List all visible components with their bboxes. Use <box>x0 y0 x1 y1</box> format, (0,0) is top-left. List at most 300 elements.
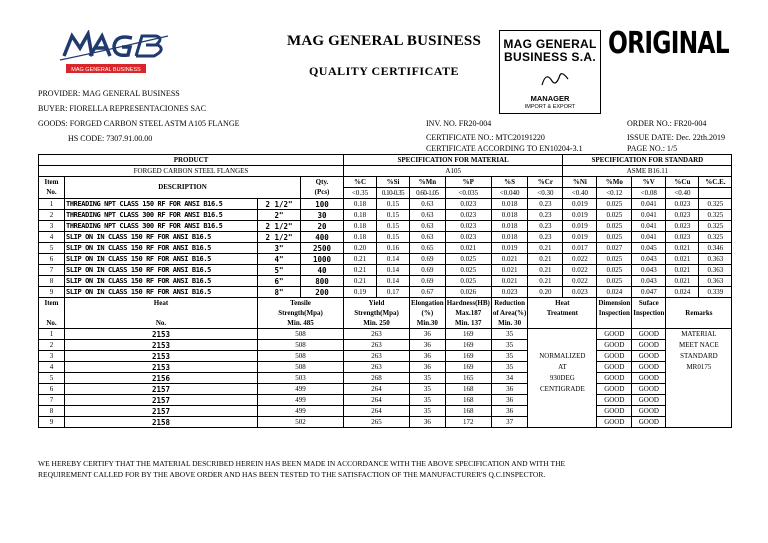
surface-inspection: GOOD <box>632 373 666 384</box>
item-no: 1 <box>39 199 65 210</box>
chem-value: 0.67 <box>410 287 446 298</box>
heat-no: 2153 <box>65 329 258 340</box>
chem-value: 0.16 <box>377 243 410 254</box>
reduction-value: 37 <box>491 417 528 428</box>
item-description: SLIP ON IN CLASS 150 RF FOR ANSI B16.5 <box>65 276 258 287</box>
heat-no: 2157 <box>65 395 258 406</box>
mech-header-elong: Elongation <box>411 298 444 307</box>
limit-p: <0.035 <box>445 188 491 199</box>
chem-value: 0.023 <box>491 287 528 298</box>
hardness-value: 168 <box>445 395 491 406</box>
chem-col-mn: %Mn <box>410 177 446 188</box>
limit-cu: <0.40 <box>666 188 699 199</box>
mech-row <box>39 395 732 406</box>
yield-value: 268 <box>344 373 410 384</box>
elongation-value: 36 <box>410 417 446 428</box>
mech-header-hard_max: Max.187 <box>445 308 491 318</box>
chem-value: 0.23 <box>528 232 563 243</box>
table-body <box>39 155 732 428</box>
mech-header-hard_min: Min. 137 <box>445 318 491 329</box>
mech-header-heat_no: No. <box>65 318 258 329</box>
item-qty: 20 <box>301 221 344 232</box>
remarks-cell: MR0175 <box>666 362 732 373</box>
buyer-line: BUYER: FIORELLA REPRESENTACIONES SAC <box>38 104 207 113</box>
mech-header-row <box>39 298 732 309</box>
mech-item-no: 7 <box>39 395 65 406</box>
mech-row <box>39 384 732 395</box>
chem-value: 0.023 <box>666 221 699 232</box>
chem-row <box>39 254 732 265</box>
mech-header-heat_t: Heat <box>528 298 597 309</box>
chem-value: 0.23 <box>528 221 563 232</box>
mech-header-row <box>39 308 732 318</box>
chem-value: 0.20 <box>528 287 563 298</box>
chem-value: 0.023 <box>666 232 699 243</box>
mech-item-no: 5 <box>39 373 65 384</box>
limit-si: 0.10-0.35 <box>377 188 410 199</box>
mech-item-no: 6 <box>39 384 65 395</box>
chem-value: 0.023 <box>445 232 491 243</box>
reduction-value: 36 <box>491 384 528 395</box>
mech-header-dim_insp: Inspection <box>598 308 630 317</box>
chem-value: 0.019 <box>563 210 597 221</box>
chem-value: 0.23 <box>528 199 563 210</box>
chem-value: 0.047 <box>632 287 666 298</box>
item-no: 2 <box>39 210 65 221</box>
chem-value: 0.025 <box>597 210 632 221</box>
item-no: 8 <box>39 276 65 287</box>
heat-treatment-cell: AT <box>528 362 597 373</box>
chem-value: 0.325 <box>699 210 732 221</box>
chem-row <box>39 210 732 221</box>
elongation-value: 36 <box>410 340 446 351</box>
item-header: Item <box>39 177 65 188</box>
surface-inspection: GOOD <box>632 406 666 417</box>
item-size: 4" <box>258 254 301 265</box>
chem-value: 0.339 <box>699 287 732 298</box>
goods-line: GOODS: FORGED CARBON STEEL ASTM A105 FLANGE <box>38 119 240 128</box>
chem-header-row <box>39 177 732 188</box>
chem-col-si: %Si <box>377 177 410 188</box>
chem-value: 0.024 <box>666 287 699 298</box>
chem-row <box>39 287 732 298</box>
chem-value: 0.021 <box>491 254 528 265</box>
chem-value: 0.14 <box>377 276 410 287</box>
mech-row <box>39 417 732 428</box>
chem-value: 0.021 <box>491 276 528 287</box>
heat-treatment-cell: NORMALIZED <box>528 351 597 362</box>
yield-value: 263 <box>344 351 410 362</box>
hardness-value: 172 <box>445 417 491 428</box>
elongation-value: 35 <box>410 395 446 406</box>
chem-value: 0.63 <box>410 232 446 243</box>
document-subtitle: QUALITY CERTIFICATE <box>308 64 460 78</box>
chem-row <box>39 276 732 287</box>
mech-header-row <box>39 318 732 329</box>
mech-item-no: 2 <box>39 340 65 351</box>
chem-value: 0.041 <box>632 232 666 243</box>
mech-row <box>39 373 732 384</box>
product-name: FORGED CARBON STEEL FLANGES <box>39 166 344 177</box>
mech-header-elong_min: Min.30 <box>410 318 446 329</box>
item-size: 2" <box>258 210 301 221</box>
page-title: MAG GENERAL BUSINESS <box>286 33 482 49</box>
heat-treatment-cell: CENTIGRADE <box>528 384 597 395</box>
hardness-value: 169 <box>445 362 491 373</box>
hs-code-line: HS CODE: 7307.91.00.00 <box>68 134 153 143</box>
chem-value: 0.022 <box>563 254 597 265</box>
mech-header-yield: Yield <box>344 298 410 309</box>
chem-value: 0.23 <box>528 210 563 221</box>
spec-name-row <box>39 166 732 177</box>
mech-header-blank <box>666 318 732 329</box>
chem-value: 0.21 <box>344 276 377 287</box>
mech-header-hard: Hardness(HB) <box>446 298 490 307</box>
chem-value: 0.041 <box>632 221 666 232</box>
surface-inspection: GOOD <box>632 395 666 406</box>
chem-value: 0.018 <box>491 210 528 221</box>
pcs-header: (Pcs) <box>301 188 344 199</box>
chem-value: 0.63 <box>410 199 446 210</box>
chem-value: 0.019 <box>563 232 597 243</box>
tensile-value: 508 <box>258 362 344 373</box>
chem-value: 0.043 <box>632 265 666 276</box>
certification-line-1: WE HEREBY CERTIFY THAT THE MATERIAL DESCRIBED HEREIN HAS BEEN MADE IN ACCORDANCE WITH THE ABOVE SPECIFICATION AND WITH THE <box>38 459 566 468</box>
elongation-value: 36 <box>410 362 446 373</box>
chem-value: 0.14 <box>377 265 410 276</box>
item-no: 5 <box>39 243 65 254</box>
mech-header-red: Reduction <box>491 298 528 309</box>
mech-header-blank <box>528 318 597 329</box>
surface-inspection: GOOD <box>632 329 666 340</box>
tensile-value: 499 <box>258 395 344 406</box>
chem-value: 0.363 <box>699 254 732 265</box>
heat-treatment-cell <box>528 417 597 428</box>
mech-header-red_area: of Area(%) <box>492 308 527 317</box>
item-qty: 400 <box>301 232 344 243</box>
limit-mn: 0.60-1.05 <box>410 188 446 199</box>
chem-value: 0.023 <box>563 287 597 298</box>
dimension-inspection: GOOD <box>597 362 632 373</box>
chem-value: 0.14 <box>377 254 410 265</box>
chem-col-c: %C <box>344 177 377 188</box>
stamp-company: MAG GENERAL BUSINESS S.A. <box>503 37 597 64</box>
chem-value: 0.18 <box>344 199 377 210</box>
heat-no: 2157 <box>65 384 258 395</box>
chem-value: 0.025 <box>597 221 632 232</box>
mech-item-no: 9 <box>39 417 65 428</box>
dimension-inspection: GOOD <box>597 351 632 362</box>
chem-value: 0.17 <box>377 287 410 298</box>
chem-value: 0.022 <box>563 276 597 287</box>
limit-cr: <0.30 <box>528 188 563 199</box>
item-no: 7 <box>39 265 65 276</box>
hardness-value: 169 <box>445 351 491 362</box>
chem-value: 0.15 <box>377 210 410 221</box>
chem-value: 0.041 <box>632 199 666 210</box>
chem-value: 0.69 <box>410 254 446 265</box>
chem-value: 0.20 <box>344 243 377 254</box>
chem-value: 0.026 <box>445 287 491 298</box>
item-qty: 800 <box>301 276 344 287</box>
yield-value: 264 <box>344 395 410 406</box>
mech-header-strength: Strength(Mpa) <box>344 308 410 318</box>
chem-value: 0.045 <box>632 243 666 254</box>
item-qty: 30 <box>301 210 344 221</box>
chem-value: 0.025 <box>597 232 632 243</box>
mech-header-tensile: Tensile <box>258 298 344 309</box>
chem-value: 0.043 <box>632 254 666 265</box>
item-size: 2 1/2" <box>258 199 301 210</box>
chem-value: 0.19 <box>344 287 377 298</box>
item-description: SLIP ON IN CLASS 150 RF FOR ANSI B16.5 <box>65 243 258 254</box>
chem-col-s: %S <box>491 177 528 188</box>
chem-value: 0.021 <box>666 276 699 287</box>
item-no: 6 <box>39 254 65 265</box>
chem-value: 0.025 <box>445 265 491 276</box>
dimension-inspection: GOOD <box>597 340 632 351</box>
tensile-value: 499 <box>258 384 344 395</box>
chem-value: 0.021 <box>666 243 699 254</box>
description-header: DESCRIPTION <box>65 177 301 199</box>
issue-date: ISSUE DATE: Dec. 22th.2019 <box>627 133 725 142</box>
chem-value: 0.21 <box>528 243 563 254</box>
item-description: THREADING NPT CLASS 300 RF FOR ANSI B16.5 <box>65 210 258 221</box>
mech-header-heat: Heat <box>65 298 258 309</box>
chem-value: 0.023 <box>666 210 699 221</box>
chem-value: 0.041 <box>632 210 666 221</box>
dimension-inspection: GOOD <box>597 384 632 395</box>
chem-col-mo: %Mo <box>597 177 632 188</box>
reduction-value: 35 <box>491 329 528 340</box>
spec-standard-header: SPECIFICATION FOR STANDARD <box>563 155 732 166</box>
chem-value: 0.18 <box>344 232 377 243</box>
chem-value: 0.325 <box>699 221 732 232</box>
chem-value: 0.023 <box>445 210 491 221</box>
certification-line-2: REQUIREMENT CALLED FOR BY THE ABOVE ORDER AND HAS BEEN TESTED TO THE SATISFACTION OF THE MANUFACTURER'S Q.C.INSPECTOR. <box>38 470 546 479</box>
chem-value: 0.021 <box>666 254 699 265</box>
chem-value: 0.023 <box>445 221 491 232</box>
invoice-number: INV. NO. FR20-004 <box>426 119 492 128</box>
yield-value: 263 <box>344 362 410 373</box>
mech-header-red_min: Min. 30 <box>491 318 528 329</box>
item-description: THREADING NPT CLASS 300 RF FOR ANSI B16.5 <box>65 221 258 232</box>
company-stamp <box>499 30 601 114</box>
surface-inspection: GOOD <box>632 384 666 395</box>
item-description: THREADING NPT CLASS 150 RF FOR ANSI B16.5 <box>65 199 258 210</box>
chem-value: 0.21 <box>528 265 563 276</box>
heat-no: 2153 <box>65 340 258 351</box>
item-no: 9 <box>39 287 65 298</box>
hardness-value: 169 <box>445 340 491 351</box>
elongation-value: 35 <box>410 384 446 395</box>
mech-row <box>39 362 732 373</box>
chem-row <box>39 243 732 254</box>
mech-header-elong_unit: (%) <box>410 308 446 318</box>
mech-header-blank <box>65 308 258 318</box>
remarks-cell: MATERIAL <box>666 329 732 340</box>
chem-value: 0.18 <box>344 210 377 221</box>
hardness-value: 169 <box>445 329 491 340</box>
item-size: 2 1/2" <box>258 221 301 232</box>
dimension-inspection: GOOD <box>597 395 632 406</box>
reduction-value: 35 <box>491 362 528 373</box>
reduction-value: 34 <box>491 373 528 384</box>
elongation-value: 35 <box>410 373 446 384</box>
chem-value: 0.022 <box>563 265 597 276</box>
chem-value: 0.043 <box>632 276 666 287</box>
item-size: 3" <box>258 243 301 254</box>
mech-header-remarks: Remarks <box>666 308 732 318</box>
chem-value: 0.65 <box>410 243 446 254</box>
chem-col-cu: %Cu <box>666 177 699 188</box>
chem-row <box>39 232 732 243</box>
remarks-cell <box>666 417 732 428</box>
reduction-value: 36 <box>491 395 528 406</box>
item-no: 4 <box>39 232 65 243</box>
chem-value: 0.21 <box>344 265 377 276</box>
limit-ce <box>699 188 732 199</box>
item-description: SLIP ON IN CLASS 150 RF FOR ANSI B16.5 <box>65 254 258 265</box>
mech-header-surf_insp: Inspection <box>633 308 665 317</box>
chem-value: 0.025 <box>445 254 491 265</box>
hardness-value: 168 <box>445 406 491 417</box>
mech-header-treatment: Treatment <box>528 308 597 318</box>
dimension-inspection: GOOD <box>597 329 632 340</box>
chem-value: 0.017 <box>563 243 597 254</box>
heat-no: 2153 <box>65 362 258 373</box>
chem-value: 0.025 <box>597 276 632 287</box>
chem-value: 0.363 <box>699 265 732 276</box>
limit-ni: <0.40 <box>563 188 597 199</box>
mech-header-tensile_min: Min. 485 <box>258 318 344 329</box>
chem-col-ce: %C.E. <box>699 177 732 188</box>
surface-inspection: GOOD <box>632 351 666 362</box>
chem-value: 0.346 <box>699 243 732 254</box>
dimension-inspection: GOOD <box>597 406 632 417</box>
stamp-sub: IMPORT & EXPORT <box>524 104 576 110</box>
elongation-value: 35 <box>410 406 446 417</box>
tensile-value: 508 <box>258 329 344 340</box>
mech-header-surf: Suface <box>632 298 666 309</box>
chem-value: 0.021 <box>445 243 491 254</box>
yield-value: 263 <box>344 340 410 351</box>
chem-value: 0.023 <box>666 199 699 210</box>
heat-no: 2157 <box>65 406 258 417</box>
yield-value: 263 <box>344 329 410 340</box>
heat-no: 2158 <box>65 417 258 428</box>
chem-value: 0.63 <box>410 221 446 232</box>
item-qty: 1000 <box>301 254 344 265</box>
material-grade: A105 <box>344 166 563 177</box>
tensile-value: 508 <box>258 340 344 351</box>
certificate-table <box>38 154 732 428</box>
stamp-role: MANAGER <box>530 94 570 103</box>
surface-inspection: GOOD <box>632 417 666 428</box>
mech-header-yield_min: Min. 250 <box>344 318 410 329</box>
chem-value: 0.15 <box>377 199 410 210</box>
item-size: 2 1/2" <box>258 232 301 243</box>
item-qty: 200 <box>301 287 344 298</box>
chem-value: 0.18 <box>344 221 377 232</box>
chem-value: 0.018 <box>491 232 528 243</box>
chem-value: 0.019 <box>491 243 528 254</box>
provider-line: PROVIDER: MAG GENERAL BUSINESS <box>38 89 180 98</box>
mech-row <box>39 329 732 340</box>
item-qty: 100 <box>301 199 344 210</box>
elongation-value: 36 <box>410 329 446 340</box>
limit-mo: <0.12 <box>597 188 632 199</box>
mech-header-no: No. <box>39 318 65 329</box>
chem-value: 0.027 <box>597 243 632 254</box>
hardness-value: 165 <box>445 373 491 384</box>
chem-value: 0.363 <box>699 276 732 287</box>
chem-row <box>39 221 732 232</box>
chem-value: 0.325 <box>699 232 732 243</box>
heat-no: 2156 <box>65 373 258 384</box>
chem-value: 0.023 <box>445 199 491 210</box>
chem-col-p: %P <box>445 177 491 188</box>
chem-value: 0.21 <box>344 254 377 265</box>
mech-header-item: Item <box>39 298 65 309</box>
chem-value: 0.21 <box>528 276 563 287</box>
item-qty: 40 <box>301 265 344 276</box>
group-header-row <box>39 155 732 166</box>
mech-header-strength: Strength(Mpa) <box>258 308 344 318</box>
remarks-cell <box>666 395 732 406</box>
heat-treatment-cell <box>528 340 597 351</box>
chem-value: 0.024 <box>597 287 632 298</box>
remarks-cell <box>666 384 732 395</box>
yield-value: 264 <box>344 406 410 417</box>
mech-row <box>39 340 732 351</box>
chem-value: 0.018 <box>491 199 528 210</box>
chem-value: 0.15 <box>377 221 410 232</box>
chem-col-ni: %Ni <box>563 177 597 188</box>
heat-no: 2153 <box>65 351 258 362</box>
yield-value: 265 <box>344 417 410 428</box>
heat-treatment-cell: 930DEG <box>528 373 597 384</box>
signature-icon <box>540 69 570 89</box>
tensile-value: 502 <box>258 417 344 428</box>
chem-value: 0.69 <box>410 265 446 276</box>
mech-header-blank <box>597 318 632 329</box>
original-mark: ORIGINAL <box>608 26 729 61</box>
chem-value: 0.019 <box>563 199 597 210</box>
tensile-value: 503 <box>258 373 344 384</box>
certificate-number: CERTIFICATE NO.: MTC20191220 <box>426 133 545 142</box>
order-number: ORDER NO.: FR20-004 <box>627 119 707 128</box>
certificate-standard: CERTIFICATE ACCORDING TO EN10204-3.1 <box>426 144 583 153</box>
mech-item-no: 8 <box>39 406 65 417</box>
mech-item-no: 4 <box>39 362 65 373</box>
chem-row <box>39 265 732 276</box>
item-size: 5" <box>258 265 301 276</box>
certification-statement <box>38 458 738 480</box>
heat-treatment-cell <box>528 406 597 417</box>
mech-header-dim: Dimension <box>598 298 631 307</box>
elongation-value: 36 <box>410 351 446 362</box>
mech-header-blank <box>632 318 666 329</box>
remarks-cell <box>666 406 732 417</box>
item-no-header: No. <box>39 188 65 199</box>
reduction-value: 36 <box>491 406 528 417</box>
item-description: SLIP ON IN CLASS 150 RF FOR ANSI B16.5 <box>65 265 258 276</box>
item-size: 8" <box>258 287 301 298</box>
chem-value: 0.15 <box>377 232 410 243</box>
limit-c: <0.35 <box>344 188 377 199</box>
chem-value: 0.025 <box>445 276 491 287</box>
